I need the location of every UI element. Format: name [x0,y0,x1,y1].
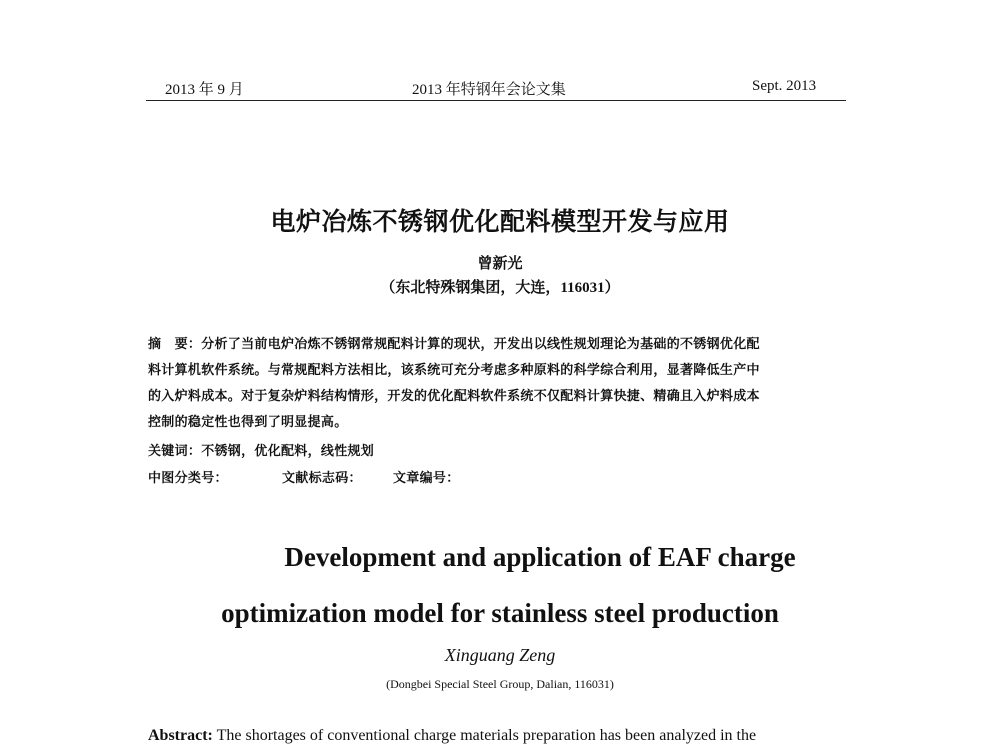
en-affiliation: (Dongbei Special Steel Group, Dalian, 116031) [386,677,614,691]
header-rule [146,100,846,101]
cn-doc-code-label: 文献标志码： [282,470,362,485]
cn-clc-label: 中图分类号： [148,470,228,485]
cn-title: 电炉冶炼不锈钢优化配料模型开发与应用 [270,209,730,236]
en-abstract-label: Abstract: [148,727,213,744]
cn-author: 曾新光 [477,256,523,272]
header-date-en: Sept. 2013 [752,78,817,94]
en-abstract [148,727,756,745]
cn-article-no-label: 文章编号： [393,470,460,485]
header-proceedings: 2013 年特钢年会论文集 [412,82,566,98]
cn-keywords: 关键词：不锈钢，优化配料，线性规划 [148,443,375,458]
cn-abstract-line: 控制的稳定性也得到了明显提高。 [148,414,348,429]
cn-abstract-line: 的入炉料成本。对于复杂炉料结构情形，开发的优化配料软件系统不仅配料计算快捷、精确且入炉料成本 [148,388,760,403]
cn-abstract-line: 摘 要：分析了当前电炉冶炼不锈钢常规配料计算的现状，开发出以线性规划理论为基础的不锈钢优化配 [148,336,760,351]
en-abstract-text: The shortages of conventional charge materials preparation has been analyzed in the [216,727,757,744]
cn-affiliation: （东北特殊钢集团，大连，116031） [380,280,620,296]
en-title-line2: optimization model for stainless steel production [221,598,779,628]
header-date-cn: 2013 年 9 月 [165,82,244,98]
en-author: Xinguang Zeng [444,645,556,665]
en-title-line1: Development and application of EAF charge [284,542,796,572]
cn-abstract-line: 料计算机软件系统。与常规配料方法相比，该系统可充分考虑多种原料的科学综合利用，显著降低生产中 [148,362,760,377]
